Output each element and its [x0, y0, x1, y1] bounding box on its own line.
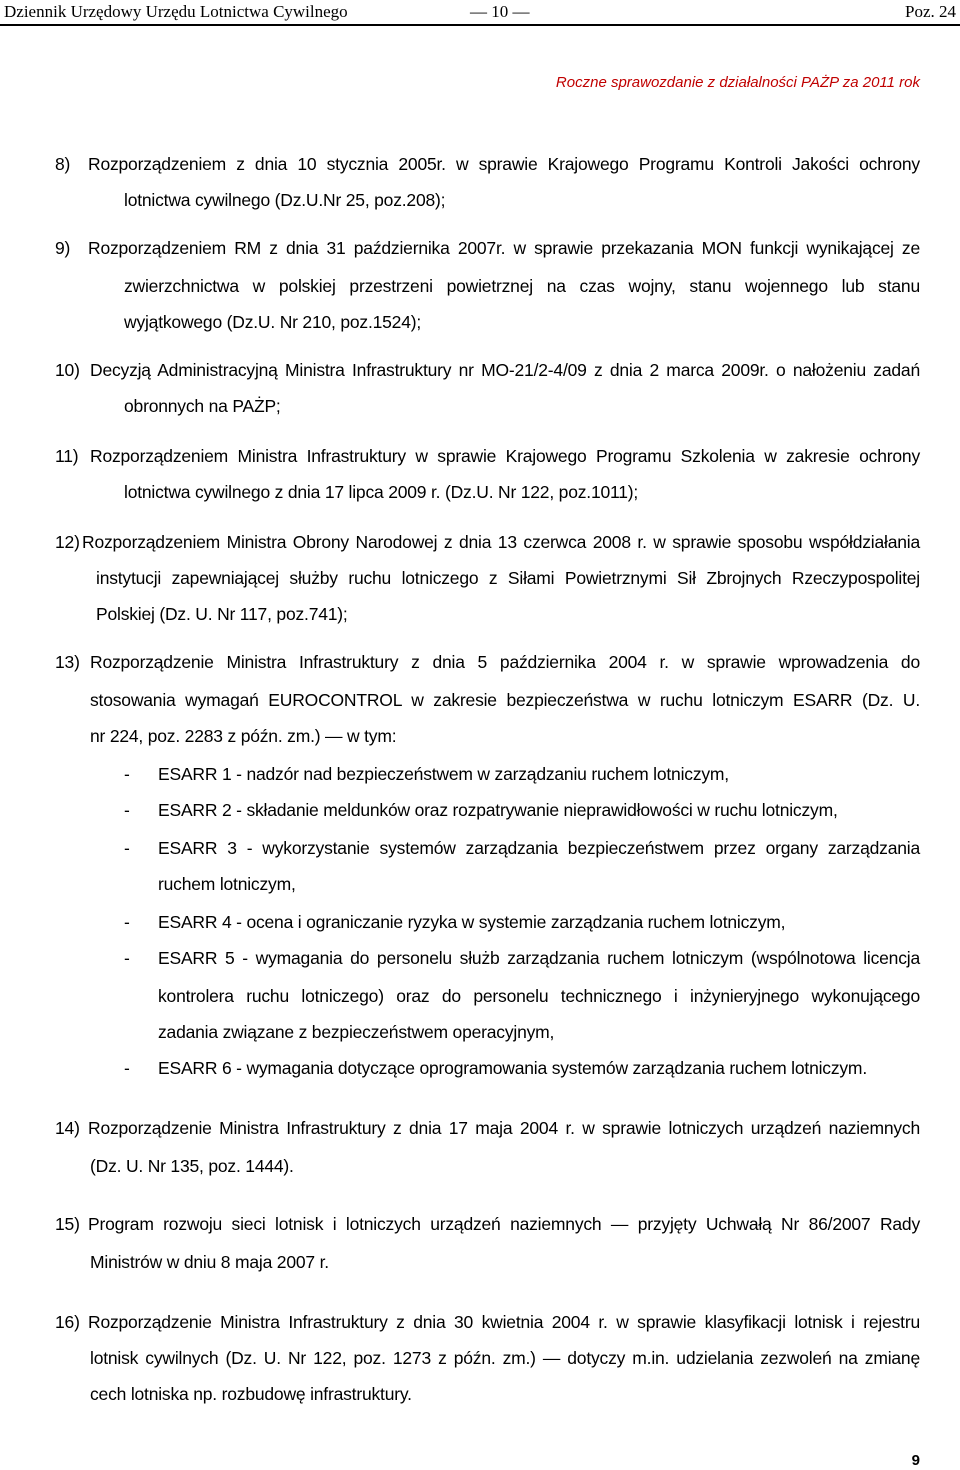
- sub-item-dash: -: [124, 948, 130, 968]
- sub-item-text: ESARR 4 - ocena i ograniczanie ryzyka w systemie zarządzania ruchem lotniczym,: [158, 912, 786, 932]
- list-item-text: Rozporządzeniem Ministra Obrony Narodowej z dnia 13 czerwca 2008 r. w sprawie sposobu współdziałania: [82, 532, 920, 552]
- list-item-text: Rozporządzenie Ministra Infrastruktury z dnia 30 kwietnia 2004 r. w sprawie klasyfikacji lotnisk i rejestru: [88, 1312, 920, 1332]
- list-item-text: Decyzją Administracyjną Ministra Infrastruktury nr MO-21/2-4/09 z dnia 2 marca 2009r. o nałożeniu zadań: [90, 360, 920, 380]
- item-number: 10): [55, 360, 80, 380]
- list-item-text: zwierzchnictwa w polskiej przestrzeni powietrznej na czas wojny, stanu wojennego lub stanu: [124, 276, 920, 296]
- sub-item-text: ESARR 1 - nadzór nad bezpieczeństwem w zarządzaniu ruchem lotniczym,: [158, 764, 729, 784]
- item-number: 8): [55, 154, 71, 174]
- header-rule: [0, 24, 960, 26]
- sub-item-text: ESARR 2 - składanie meldunków oraz rozpatrywanie nieprawidłowości w ruchu lotniczym,: [158, 800, 838, 820]
- item-number: 9): [55, 238, 71, 258]
- header-page-marker: — 10 —: [470, 2, 530, 21]
- list-item-text: obronnych na PAŻP;: [124, 396, 281, 416]
- list-item-text: Program rozwoju sieci lotnisk i lotniczych urządzeń naziemnych — przyjęty Uchwałą Nr 86/2007 Rady: [88, 1214, 920, 1234]
- item-number: 15): [55, 1214, 80, 1234]
- list-item-text: Rozporządzeniem z dnia 10 stycznia 2005r. w sprawie Krajowego Programu Kontroli Jakości ochrony: [88, 154, 920, 174]
- journal-title: Dziennik Urzędowy Urzędu Lotnictwa Cywilnego: [4, 2, 348, 21]
- list-item-text: (Dz. U. Nr 135, poz. 1444).: [90, 1156, 294, 1176]
- list-item-text: lotnictwa cywilnego z dnia 17 lipca 2009 r. (Dz.U. Nr 122, poz.1011);: [124, 482, 639, 502]
- sub-item-dash: -: [124, 800, 130, 820]
- list-item-text: Rozporządzenie Ministra Infrastruktury z dnia 5 października 2004 r. w sprawie wprowadzenia do: [90, 652, 920, 672]
- list-item-text: Rozporządzeniem Ministra Infrastruktury w sprawie Krajowego Programu Szkolenia w zakresie ochrony: [90, 446, 920, 466]
- sub-item-text: ruchem lotniczym,: [158, 874, 296, 894]
- list-item-text: nr 224, poz. 2283 z późn. zm.) — w tym:: [90, 726, 397, 746]
- sub-item-text: kontrolera ruchu lotniczego) oraz do personelu technicznego i inżynieryjnego wykonującego: [158, 986, 920, 1006]
- list-item-text: cech lotniska np. rozbudowę infrastruktury.: [90, 1384, 412, 1404]
- sub-item-dash: -: [124, 1058, 130, 1078]
- list-item-text: Rozporządzeniem RM z dnia 31 października 2007r. w sprawie przekazania MON funkcji wynikającej ze: [88, 238, 920, 258]
- list-item-text: wyjątkowego (Dz.U. Nr 210, poz.1524);: [124, 312, 422, 332]
- item-number: 14): [55, 1118, 80, 1138]
- sub-item-text: ESARR 3 - wykorzystanie systemów zarządzania bezpieczeństwem przez organy zarządzania: [158, 838, 920, 858]
- item-number: 13): [55, 652, 80, 672]
- sub-item-dash: -: [124, 838, 130, 858]
- sub-item-dash: -: [124, 912, 130, 932]
- report-subtitle: Roczne sprawozdanie z działalności PAŻP za 2011 rok: [555, 74, 920, 91]
- list-item-text: Rozporządzenie Ministra Infrastruktury z dnia 17 maja 2004 r. w sprawie lotniczych urządzeń naziemnych: [88, 1118, 920, 1138]
- list-item-text: Polskiej (Dz. U. Nr 117, poz.741);: [96, 604, 348, 624]
- item-number: 16): [55, 1312, 80, 1332]
- sub-item-dash: -: [124, 764, 130, 784]
- list-item-text: lotnisk cywilnych (Dz. U. Nr 122, poz. 1273 z późn. zm.) — dotyczy m.in. udzielania zezwoleń na zmianę: [90, 1348, 920, 1368]
- item-number: 12): [55, 532, 80, 552]
- list-item-text: instytucji zapewniającej służby ruchu lotniczego z Siłami Powietrznymi Sił Zbrojnych Rzeczypospolitej: [96, 568, 920, 588]
- list-item-text: Ministrów w dniu 8 maja 2007 r.: [90, 1252, 329, 1272]
- sub-item-text: ESARR 6 - wymagania dotyczące oprogramowania systemów zarządzania ruchem lotniczym.: [158, 1058, 867, 1078]
- page-number: 9: [911, 1452, 920, 1469]
- sub-item-text: zadania związane z bezpieczeństwem operacyjnym,: [158, 1022, 555, 1042]
- page-header: [0, 0, 960, 24]
- list-item-text: lotnictwa cywilnego (Dz.U.Nr 25, poz.208);: [124, 190, 446, 210]
- sub-item-text: ESARR 5 - wymagania do personelu służb zarządzania ruchem lotniczym (wspólnotowa licencja: [158, 948, 920, 968]
- header-position: Poz. 24: [905, 2, 956, 21]
- list-item-text: stosowania wymagań EUROCONTROL w zakresie bezpieczeństwa w ruchu lotniczym ESARR (Dz. U.: [90, 690, 920, 710]
- item-number: 11): [55, 446, 79, 466]
